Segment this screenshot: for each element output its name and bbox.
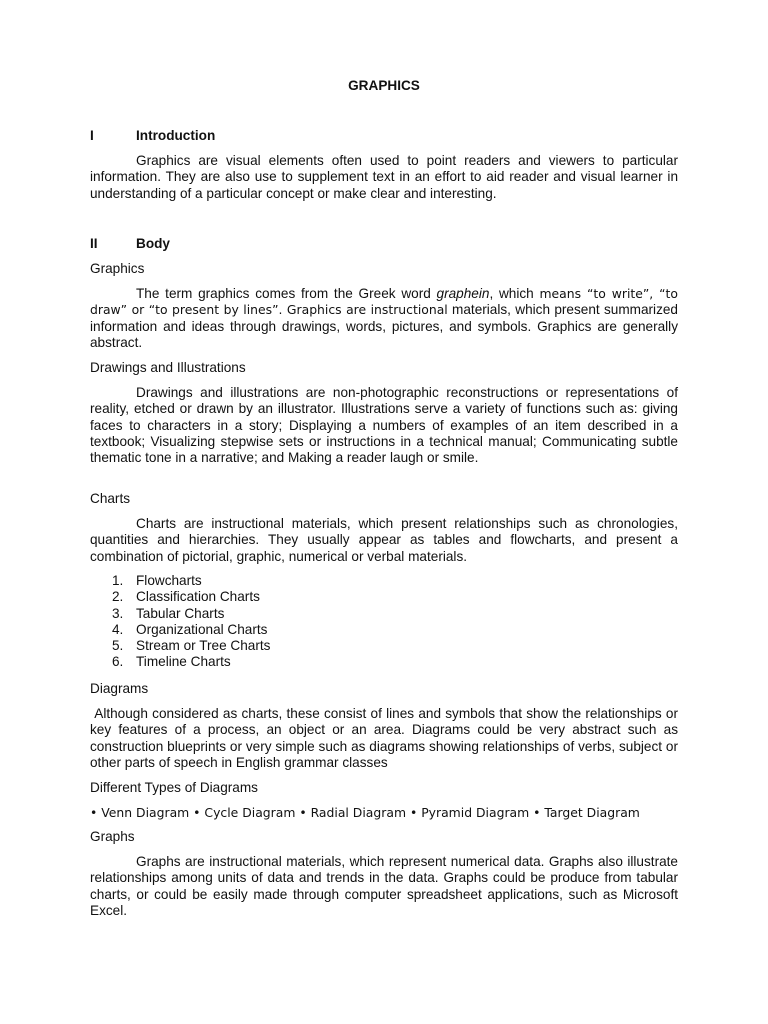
chart-types-list <box>90 573 270 671</box>
graphics-paragraph-block <box>90 286 678 351</box>
graphs-paragraph-block <box>90 854 678 919</box>
graphs-heading: Graphs <box>90 829 135 844</box>
graphics-heading: Graphics <box>90 261 145 276</box>
diagrams-paragraph-block <box>90 706 682 771</box>
list-item: 5. Stream or Tree Charts <box>112 638 271 654</box>
section-number: II <box>90 236 98 251</box>
introduction-paragraph: Graphics are visual elements often used to point readers and viewers to particular information. They are also use to supplement text in an effort to aid reader and visual learner in understanding of a particular concept or make clear and interesting. <box>90 153 678 201</box>
charts-paragraph: Charts are instructional materials, which present relationships such as chronologies, quantities and hierarchies. They usually appear as tables and flowcharts, and present a combination of pictorial, graphic, numerical or verbal materials. <box>90 516 678 564</box>
introduction-paragraph-block <box>90 153 678 202</box>
drawings-paragraph-block <box>90 385 678 466</box>
diagrams-paragraph: Although considered as charts, these consist of lines and symbols that show the relationships or key features of a process, an object or an area. Diagrams could be very abstract such as construction blueprints or very simple such as diagrams showing relationships of verbs, subject or other parts of speech in English grammar classes <box>90 706 682 770</box>
section-heading-body <box>90 236 170 252</box>
graphics-text-start: The term graphics comes from the Greek word <box>136 286 437 301</box>
list-item: 2. Classification Charts <box>112 589 260 605</box>
charts-heading: Charts <box>90 491 131 506</box>
graphein-word: graphein <box>436 286 490 301</box>
charts-paragraph-block <box>90 516 678 565</box>
section-title: Introduction <box>136 128 216 143</box>
graphs-paragraph: Graphs are instructional materials, which represent numerical data. Graphs also illustrate relationships among units of data and trends in the data. Graphs could be produce from tabular charts, or could be easily made through computer spreadsheet applications, such as Microsoft Excel. <box>90 854 678 918</box>
graphics-paragraph <box>90 286 678 351</box>
graphics-text-which: , which <box>489 286 540 301</box>
list-item: 4. Organizational Charts <box>112 621 268 637</box>
drawings-heading: Drawings and Illustrations <box>90 360 246 375</box>
list-item: 6. Timeline Charts <box>112 654 231 670</box>
section-number: I <box>90 128 94 143</box>
section-title: Body <box>136 236 170 251</box>
list-item: 3. Tabular Charts <box>112 605 225 621</box>
document-title: GRAPHICS <box>348 78 420 93</box>
diagram-types-heading: Different Types of Diagrams <box>90 780 258 795</box>
list-item: 1. Flowcharts <box>112 573 202 588</box>
graphics-text-end: materials, which present summarized information and ideas through drawings, words, pictures, and symbols. Graphics are generally abstract. <box>90 302 678 350</box>
diagrams-heading: Diagrams <box>90 681 149 696</box>
drawings-paragraph: Drawings and illustrations are non-photographic reconstructions or representations of reality, etched or drawn by an illustrator. Illustrations serve a variety of functions such as: giving faces to characters in a story; Displaying a numbers of examples of an item described in a textbook; Visualizing stepwise sets or instructions in a technical manual; Communicating subtle thematic tone in a narrative; and Making a reader laugh or smile. <box>90 385 678 466</box>
diagram-types-line: • Venn Diagram • Cycle Diagram • Radial Diagram • Pyramid Diagram • Target Diagram <box>90 805 640 820</box>
section-heading-introduction <box>90 128 215 144</box>
graphics-quoted-phrase: means “to write”, “to draw” or “to present by lines”. Graphics are instructional <box>90 286 678 318</box>
